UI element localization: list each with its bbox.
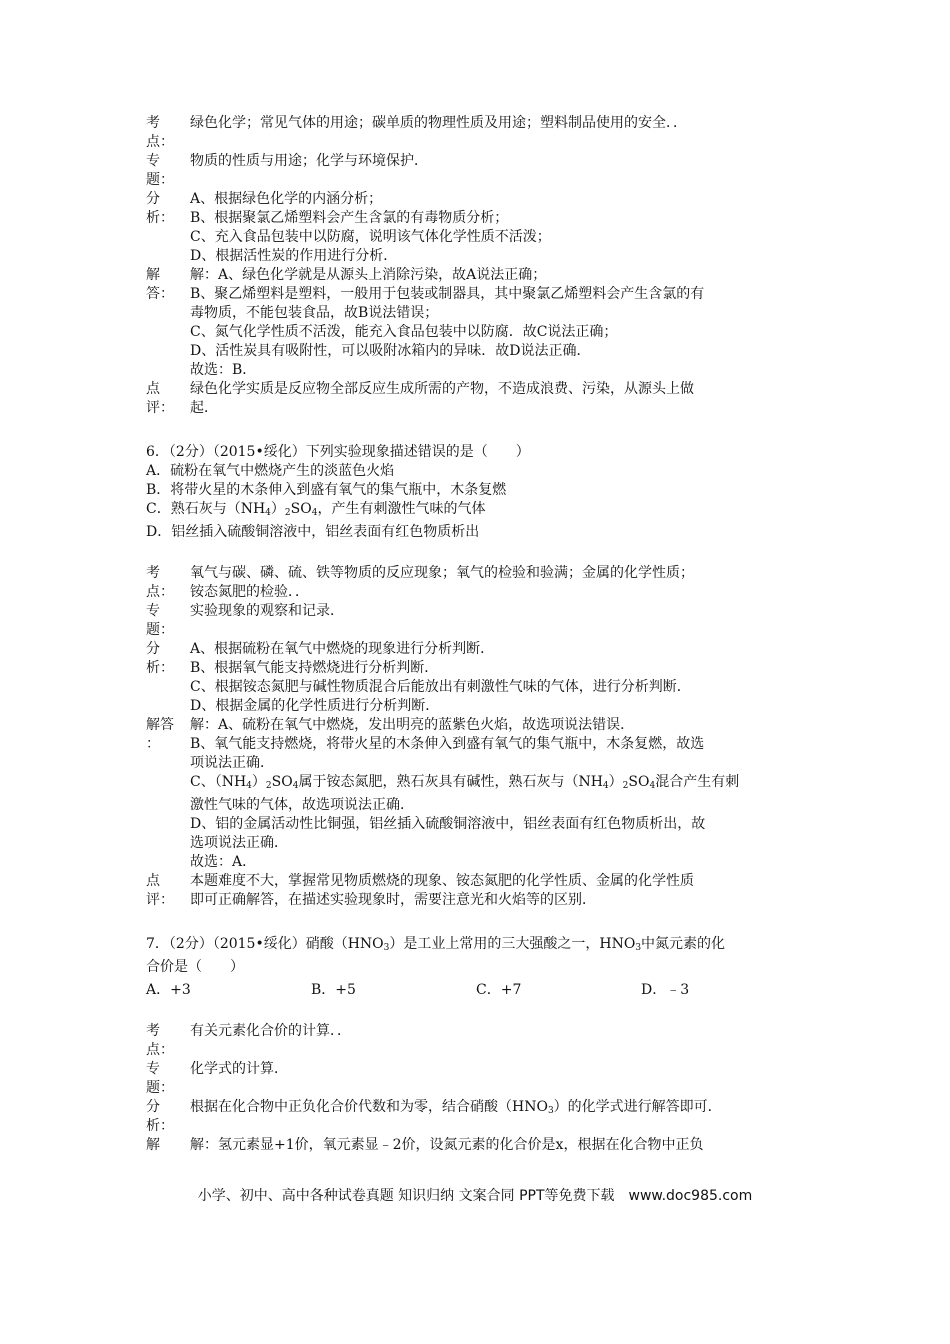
text-line: [190, 773, 826, 796]
text-line: 即可正确解答，在描述实验现象时，需要注意光和火焰等的区别．: [190, 892, 596, 908]
text-line: 氧气与碳、磷、硫、铁等物质的反应现象；氧气的检验和验满；金属的化学性质；: [190, 565, 694, 581]
text: 根据在化合物中正负化合价代数和为零，结合硝酸（HNO: [190, 1099, 548, 1115]
label: 专: [146, 603, 160, 619]
subscript: 4: [265, 508, 271, 518]
subscript: 4: [292, 781, 299, 791]
text-line: 项说法正确．: [190, 755, 274, 771]
text-line: 有关元素化合价的计算．．: [190, 1023, 351, 1039]
option-a: A．+3: [146, 982, 191, 998]
subscript: 3: [383, 943, 390, 953]
text-line: 铵态氮肥的检验．．: [190, 584, 309, 600]
text-line: A、根据硫粉在氧气中燃烧的现象进行分析判断．: [190, 641, 495, 657]
label: 专: [146, 1061, 160, 1077]
text: 混合产生有刺: [655, 774, 740, 790]
subscript: 2: [265, 781, 272, 791]
subscript: 4: [602, 781, 609, 791]
document-content: [146, 114, 826, 1155]
label: 点: [146, 381, 160, 397]
text-line: 毒物质，不能包装食品，故B说法错误；: [190, 305, 439, 321]
label: 考: [146, 565, 160, 581]
page-footer: 小学、初中、高中各种试卷真题 知识归纳 文案合同 PPT等免费下载 www.doc985.com: [197, 1188, 753, 1204]
label: 专: [146, 153, 160, 169]
text-line: D、根据活性炭的作用进行分析．: [190, 248, 398, 264]
label: 点：: [146, 1042, 174, 1058]
text-line: 本题难度不大，掌握常见物质燃烧的现象、铵态氮肥的化学性质、金属的化学性质: [190, 873, 694, 889]
label: 析：: [146, 660, 174, 676]
text: 中氮元素的化: [641, 936, 726, 952]
text-line: D、活性炭具有吸附性，可以吸附冰箱内的异味．故D说法正确．: [190, 343, 591, 359]
text: ）是工业上常用的三大强酸之一，HNO: [389, 936, 636, 952]
q6-zhuanti: [146, 602, 826, 640]
label: 解答: [146, 717, 174, 733]
label: 题：: [146, 622, 174, 638]
question-stem: [146, 935, 826, 958]
label: 解: [146, 1137, 160, 1153]
option-d: D．﹣3: [641, 982, 690, 998]
text-line: 物质的性质与用途；化学与环境保护．: [190, 153, 428, 169]
text-line: 解：A、硫粉在氧气中燃烧，发出明亮的蓝紫色火焰，故选项说法错误．: [190, 717, 635, 733]
text-line: 绿色化学实质是反应物全部反应生成所需的产物，不造成浪费、污染，从源头上做: [190, 381, 694, 397]
text: 属于铵态氮肥，熟石灰具有碱性，熟石灰与（NH: [298, 774, 603, 790]
q6-fenxi: [146, 640, 826, 716]
q7-zhuanti: [146, 1060, 826, 1098]
text-line: 故选：B．: [190, 362, 257, 378]
option-b: B．+5: [311, 982, 356, 998]
text-line: A、根据绿色化学的内涵分析；: [190, 191, 383, 207]
option-c-text: ）: [270, 501, 285, 517]
text-line: 激性气味的气体，故选项说法正确．: [190, 797, 414, 813]
label: 考: [146, 1023, 160, 1039]
subscript: 4: [311, 508, 318, 518]
option-d: D．铝丝插入硫酸铜溶液中，铝丝表面有红色物质析出: [146, 524, 480, 540]
label: 题：: [146, 1080, 174, 1096]
text-line: 起．: [190, 400, 218, 416]
label: 点：: [146, 584, 174, 600]
label: 评：: [146, 400, 174, 416]
text-line: 故选：A．: [190, 854, 257, 870]
label: 答：: [146, 286, 174, 302]
subscript: 3: [547, 1106, 554, 1116]
text-line: [190, 1098, 826, 1121]
text-line: C、氮气化学性质不活泼，能充入食品包装中以防腐．故C说法正确；: [190, 324, 618, 340]
label: 解: [146, 267, 160, 283]
option-c: C．+7: [476, 982, 522, 998]
subscript: 4: [649, 781, 656, 791]
label: ：: [146, 736, 160, 752]
label: 考: [146, 115, 160, 131]
text: ）的化学式进行解答即可．: [553, 1099, 722, 1115]
text-line: C、充入食品包装中以防腐，说明该气体化学性质不活泼；: [190, 229, 551, 245]
subscript: 2: [622, 781, 629, 791]
text: SO: [628, 774, 650, 790]
question-stem-line-2: 合价是（ ）: [146, 959, 244, 975]
subscript: 4: [246, 781, 252, 791]
question-6: [146, 443, 826, 542]
option-c-text: C．熟石灰与（NH: [146, 501, 266, 517]
label: 点：: [146, 134, 174, 150]
q7-fenxi: [146, 1098, 826, 1136]
q5-zhuanti: [146, 152, 826, 190]
q5-fenxi: [146, 190, 826, 266]
label: 评：: [146, 892, 174, 908]
option-c-text: SO: [290, 501, 312, 517]
q6-kaodian: [146, 564, 826, 602]
q6-dianping: [146, 872, 826, 910]
label: 析：: [146, 210, 174, 226]
text-line: 解：氢元素显+1价，氧元素显﹣2价，设氮元素的化合价是x，根据在化合物中正负: [190, 1137, 704, 1153]
text: SO: [271, 774, 293, 790]
text-line: 绿色化学；常见气体的用途；碳单质的物理性质及用途；塑料制品使用的安全．．: [190, 115, 687, 131]
label: 析：: [146, 1118, 174, 1134]
text-line: B、氧气能支持燃烧，将带火星的木条伸入到盛有氧气的集气瓶中，木条复燃，故选: [190, 736, 705, 752]
q6-jieda: [146, 716, 826, 872]
text-line: 选项说法正确．: [190, 835, 288, 851]
q7-jieda: [146, 1136, 826, 1155]
option-a: A．硫粉在氧气中燃烧产生的淡蓝色火焰: [146, 463, 395, 479]
q7-kaodian: [146, 1022, 826, 1060]
question-stem: 6．（2分）（2015•绥化）下列实验现象描述错误的是（ ）: [146, 444, 530, 460]
text-line: B、根据氧气能支持燃烧进行分析判断．: [190, 660, 439, 676]
options-row: [146, 981, 826, 1000]
text-line: D、根据金属的化学性质进行分析判断．: [190, 698, 440, 714]
subscript: 3: [635, 943, 642, 953]
text-line: D、铝的金属活动性比铜强，铝丝插入硫酸铜溶液中，铝丝表面有红色物质析出，故: [190, 816, 706, 832]
text-line: B、聚乙烯塑料是塑料，一般用于包装或制器具，其中聚氯乙烯塑料会产生含氯的有: [190, 286, 705, 302]
text: C、（NH: [190, 774, 247, 790]
label: 题：: [146, 172, 174, 188]
text-line: C、根据铵态氮肥与碱性物质混合后能放出有刺激性气味的气体，进行分析判断．: [190, 679, 691, 695]
label: 点: [146, 873, 160, 889]
text-line: 化学式的计算．: [190, 1061, 288, 1077]
label: 分: [146, 641, 160, 657]
subscript: 2: [284, 508, 291, 518]
question-7: [146, 935, 826, 1000]
option-c-text: ，产生有刺激性气味的气体: [317, 501, 486, 517]
text-line: 实验现象的观察和记录．: [190, 603, 344, 619]
label: 分: [146, 1099, 160, 1115]
text: 7．（2分）（2015•绥化）硝酸（HNO: [146, 936, 384, 952]
option-b: B．将带火星的木条伸入到盛有氧气的集气瓶中，木条复燃: [146, 482, 507, 498]
option-c: [146, 500, 826, 523]
text-line: B、根据聚氯乙烯塑料会产生含氯的有毒物质分析；: [190, 210, 509, 226]
q5-dianping: [146, 380, 826, 418]
label: 分: [146, 191, 160, 207]
text: ）: [608, 774, 623, 790]
text-line: 解：A、绿色化学就是从源头上消除污染，故A说法正确；: [190, 267, 547, 283]
q5-jieda: [146, 266, 826, 380]
text: ）: [251, 774, 266, 790]
q5-kaodian: [146, 114, 826, 152]
